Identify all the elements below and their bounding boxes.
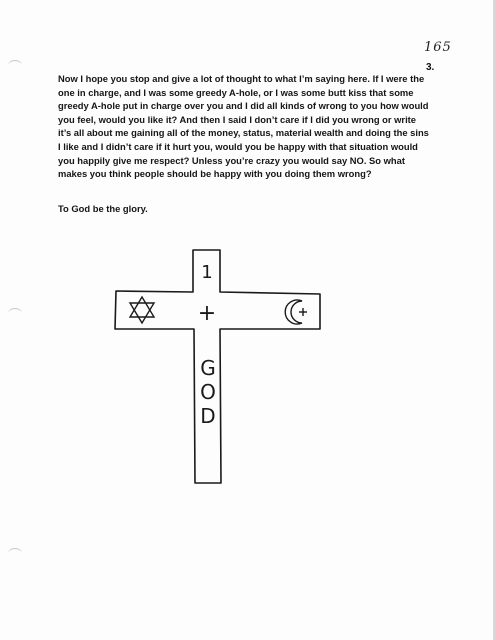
cross-top-number: 1 [201,262,213,283]
handwritten-page-number: 165 [424,40,452,55]
punch-hole-mark [8,548,22,559]
cross-drawing [110,245,335,485]
cross-letter-d: D [200,404,216,428]
cross-center-plus-icon: + [197,301,217,326]
body-paragraph: Now I hope you stop and give a lot of thought to what I’m saying here. If I were the one in charge, and I was some greedy A-hole, or I was some butt kiss that some greedy A-hole put in charge over you and I did all kinds of wrong to you how would you feel, would you like it? And then I said I don’t care if I did you wrong or write it’s all about me gaining all of the money, status, material wealth and doing the sins I like and I didn’t care if it hurt you, would you be happy with that situation would you happily give me respect? Unless you’re crazy you would say NO. So what makes you think people should be happy with you doing them wrong? [58,73,429,180]
closing-line: To God be the glory. [58,203,148,214]
cross-letter-o: O [200,380,216,404]
punch-hole-mark [8,308,22,319]
typed-page-number: 3. [426,62,435,73]
cross-outline [115,250,320,483]
crescent-cross-icon [285,300,307,324]
cross-letter-g: G [200,356,216,380]
punch-hole-mark [8,60,22,71]
star-of-david-icon [130,297,154,323]
